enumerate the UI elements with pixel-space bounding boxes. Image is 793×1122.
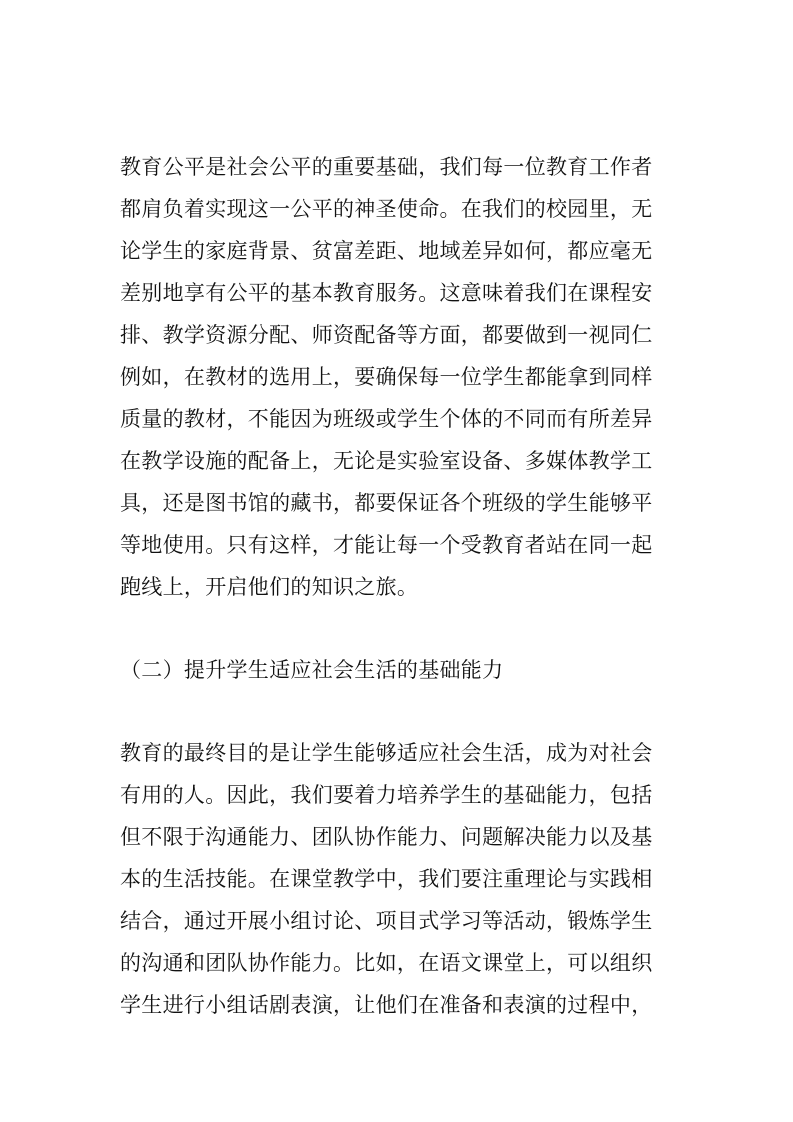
paragraph-1-line-4: 差别地享有公平的基本教育服务。这意味着我们在课程安 [120, 281, 653, 305]
paragraph-2-line-2: 有用的人。因此，我们要着力培养学生的基础能力，包括 [120, 783, 653, 807]
paragraph-1-line-9: 具，还是图书馆的藏书，都要保证各个班级的学生能够平 [120, 491, 653, 515]
paragraph-1-line-6: 例如，在教材的选用上，要确保每一位学生都能拿到同样 [120, 365, 653, 389]
paragraph-2-line-3: 但不限于沟通能力、团队协作能力、问题解决能力以及基 [120, 825, 653, 849]
paragraph-1-line-3: 论学生的家庭背景、贫富差距、地域差异如何，都应毫无 [120, 239, 653, 263]
paragraph-2-line-5: 结合，通过开展小组讨论、项目式学习等活动，锻炼学生 [120, 909, 653, 933]
paragraph-1-line-2: 都肩负着实现这一公平的神圣使命。在我们的校园里，无 [120, 197, 653, 221]
paragraph-1-line-11: 跑线上，开启他们的知识之旅。 [120, 575, 419, 599]
paragraph-1-line-1: 教育公平是社会公平的重要基础，我们每一位教育工作者 [120, 155, 653, 179]
paragraph-2-line-6: 的沟通和团队协作能力。比如，在语文课堂上，可以组织 [120, 951, 653, 975]
paragraph-1-line-8: 在教学设施的配备上，无论是实验室设备、多媒体教学工 [120, 449, 653, 473]
paragraph-1-line-7: 质量的教材，不能因为班级或学生个体的不同而有所差异 [120, 407, 653, 431]
paragraph-2-line-1: 教育的最终目的是让学生能够适应社会生活，成为对社会 [120, 741, 653, 765]
paragraph-2-line-4: 本的生活技能。在课堂教学中，我们要注重理论与实践相 [120, 867, 653, 891]
section-heading: （二）提升学生适应社会生活的基础能力 [120, 658, 504, 682]
paragraph-1-line-10: 等地使用。只有这样，才能让每一个受教育者站在同一起 [120, 533, 653, 557]
paragraph-1-line-5: 排、教学资源分配、师资配备等方面，都要做到一视同仁 [120, 323, 653, 347]
paragraph-2-line-7: 学生进行小组话剧表演，让他们在准备和表演的过程中， [120, 993, 653, 1017]
